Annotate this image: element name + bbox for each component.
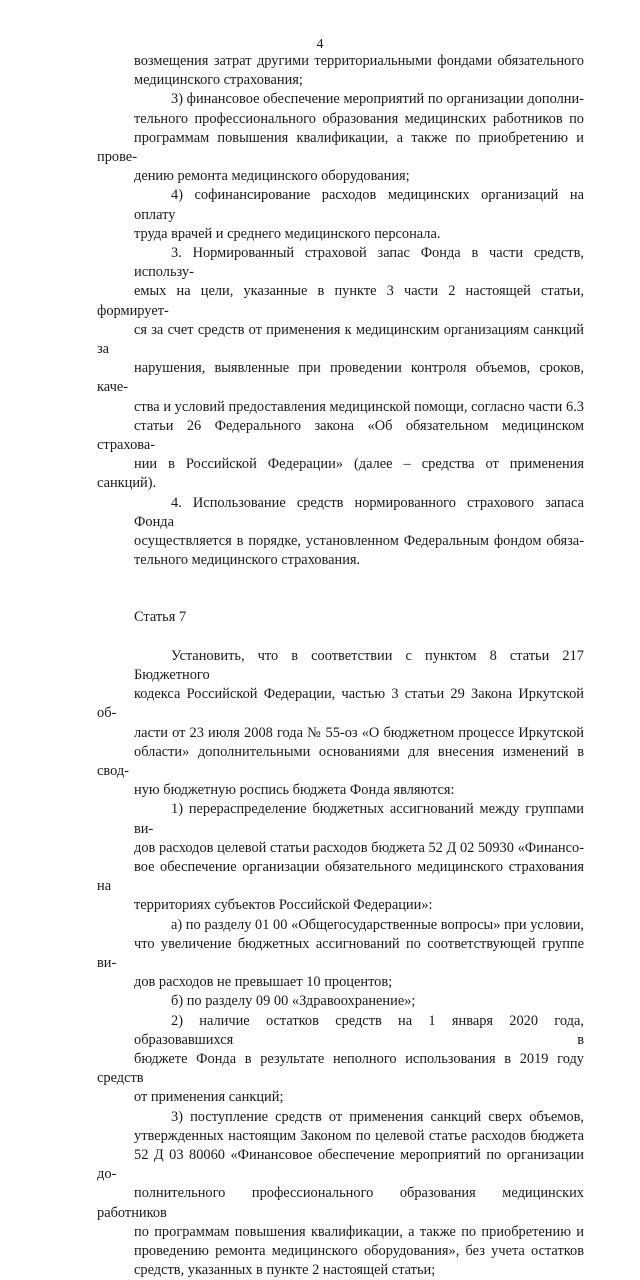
text-line: области» дополнительными основаниями для внесения изменений в свод- <box>97 743 584 779</box>
text-line: по программам повышения квалификации, а также по приобретению и <box>134 1223 584 1240</box>
paragraph-p-a7-3 <box>97 1108 584 1280</box>
text-line: медицинского страхования; <box>134 72 303 89</box>
text-line: 2) наличие остатков средств на 1 января 2020 года, образовавшихся в <box>134 1012 584 1048</box>
text-line: ласти от 23 июля 2008 года № 55-оз «О бюджетном процессе Иркутской <box>134 724 584 741</box>
text-line: 4. Использование средств нормированного страхового запаса Фонда <box>134 494 584 530</box>
text-line: возмещения затрат другими территориальными фондами обязательного <box>134 53 584 69</box>
text-line: 52 Д 03 80060 «Финансовое обеспечение мероприятий по организации до- <box>97 1146 584 1183</box>
article-heading: Статья 7 <box>134 609 187 626</box>
article-6-continuation <box>97 52 584 570</box>
paragraph-p-s4 <box>97 494 584 571</box>
paragraph-p-3 <box>97 90 584 186</box>
text-line: дов расходов не превышает 10 процентов; <box>134 974 393 991</box>
article-7-body <box>97 647 584 1280</box>
text-line: утвержденных настоящим Законом по целевой статье расходов бюджета <box>134 1127 584 1144</box>
text-line: нарушения, выявленные при проведении контроля объемов, сроков, каче- <box>97 360 584 396</box>
paragraph-p-4 <box>97 186 584 244</box>
text-line: 4) софинансирование расходов медицинских организаций на оплату <box>134 187 584 223</box>
text-line: территориях субъектов Российской Федерации»: <box>134 897 433 914</box>
text-line: 3) поступление средств от применения санкций сверх объемов, <box>171 1108 584 1125</box>
text-line: нии в Российской Федерации» (далее – средства от применения санкций). <box>97 456 584 492</box>
text-line: полнительного профессионального образования медицинских работников <box>97 1185 584 1221</box>
text-line: 3. Нормированный страховой запас Фонда в части средств, использу- <box>134 245 584 281</box>
text-line: бюджете Фонда в результате неполного использования в 2019 году средств <box>97 1050 584 1087</box>
text-line: вое обеспечение организации обязательного медицинского страхования на <box>97 858 584 895</box>
text-line: б) по разделу 09 00 «Здравоохранение»; <box>171 993 416 1010</box>
text-line: ся за счет средств от применения к медицинским организациям санкций за <box>97 321 584 358</box>
text-line: тельного медицинского страхования. <box>134 552 361 569</box>
text-line: 3) финансовое обеспечение мероприятий по организации дополни- <box>171 91 584 108</box>
paragraph-p-a7-1a <box>97 916 584 993</box>
text-line: Установить, что в соответствии с пунктом 8 статьи 217 Бюджетного <box>134 647 584 683</box>
paragraph-p-a7-intro <box>97 647 584 801</box>
text-line: тельного профессионального образования медицинских работников по <box>134 110 584 127</box>
text-line: осуществляется в порядке, установленном Федеральным фондом обяза- <box>134 533 584 550</box>
paragraph-p-a7-2 <box>97 1012 584 1108</box>
paragraph-p-s3 <box>97 244 584 494</box>
text-line: 1) перераспределение бюджетных ассигнований между группами ви- <box>134 801 584 837</box>
text-line: ства и условий предоставления медицинской помощи, согласно части 6.3 <box>134 398 584 415</box>
page-number: 4 <box>316 37 324 52</box>
text-line: что увеличение бюджетных ассигнований по соответствующей группе ви- <box>97 935 584 971</box>
text-line: дов расходов целевой статьи расходов бюджета 52 Д 02 50930 «Финансо- <box>134 839 584 856</box>
text-line: а) по разделу 01 00 «Общегосударственные вопросы» при условии, <box>171 916 584 933</box>
paragraph-p-a7-1b <box>97 992 584 1011</box>
document-body <box>97 52 584 1280</box>
text-line: от применения санкций; <box>134 1089 284 1106</box>
text-line: программам повышения квалификации, а также по приобретению и прове- <box>97 129 584 166</box>
text-line: кодекса Российской Федерации, частью 3 статьи 29 Закона Иркутской об- <box>97 686 584 722</box>
text-line: дению ремонта медицинского оборудования; <box>134 168 410 185</box>
paragraph-p-a7-1 <box>97 800 584 915</box>
text-line: труда врачей и среднего медицинского персонала. <box>134 225 441 242</box>
paragraph-p-cont <box>97 52 584 90</box>
text-line: статьи 26 Федерального закона «Об обязательном медицинском страхова- <box>97 417 584 454</box>
text-line: проведению ремонта медицинского оборудования», без учета остатков <box>134 1242 584 1259</box>
text-line: ную бюджетную роспись бюджета Фонда являются: <box>134 782 455 799</box>
text-line: емых на цели, указанные в пункте 3 части 2 настоящей статьи, формирует- <box>97 283 584 319</box>
text-line: средств, указанных в пункте 2 настоящей статьи; <box>134 1262 436 1279</box>
